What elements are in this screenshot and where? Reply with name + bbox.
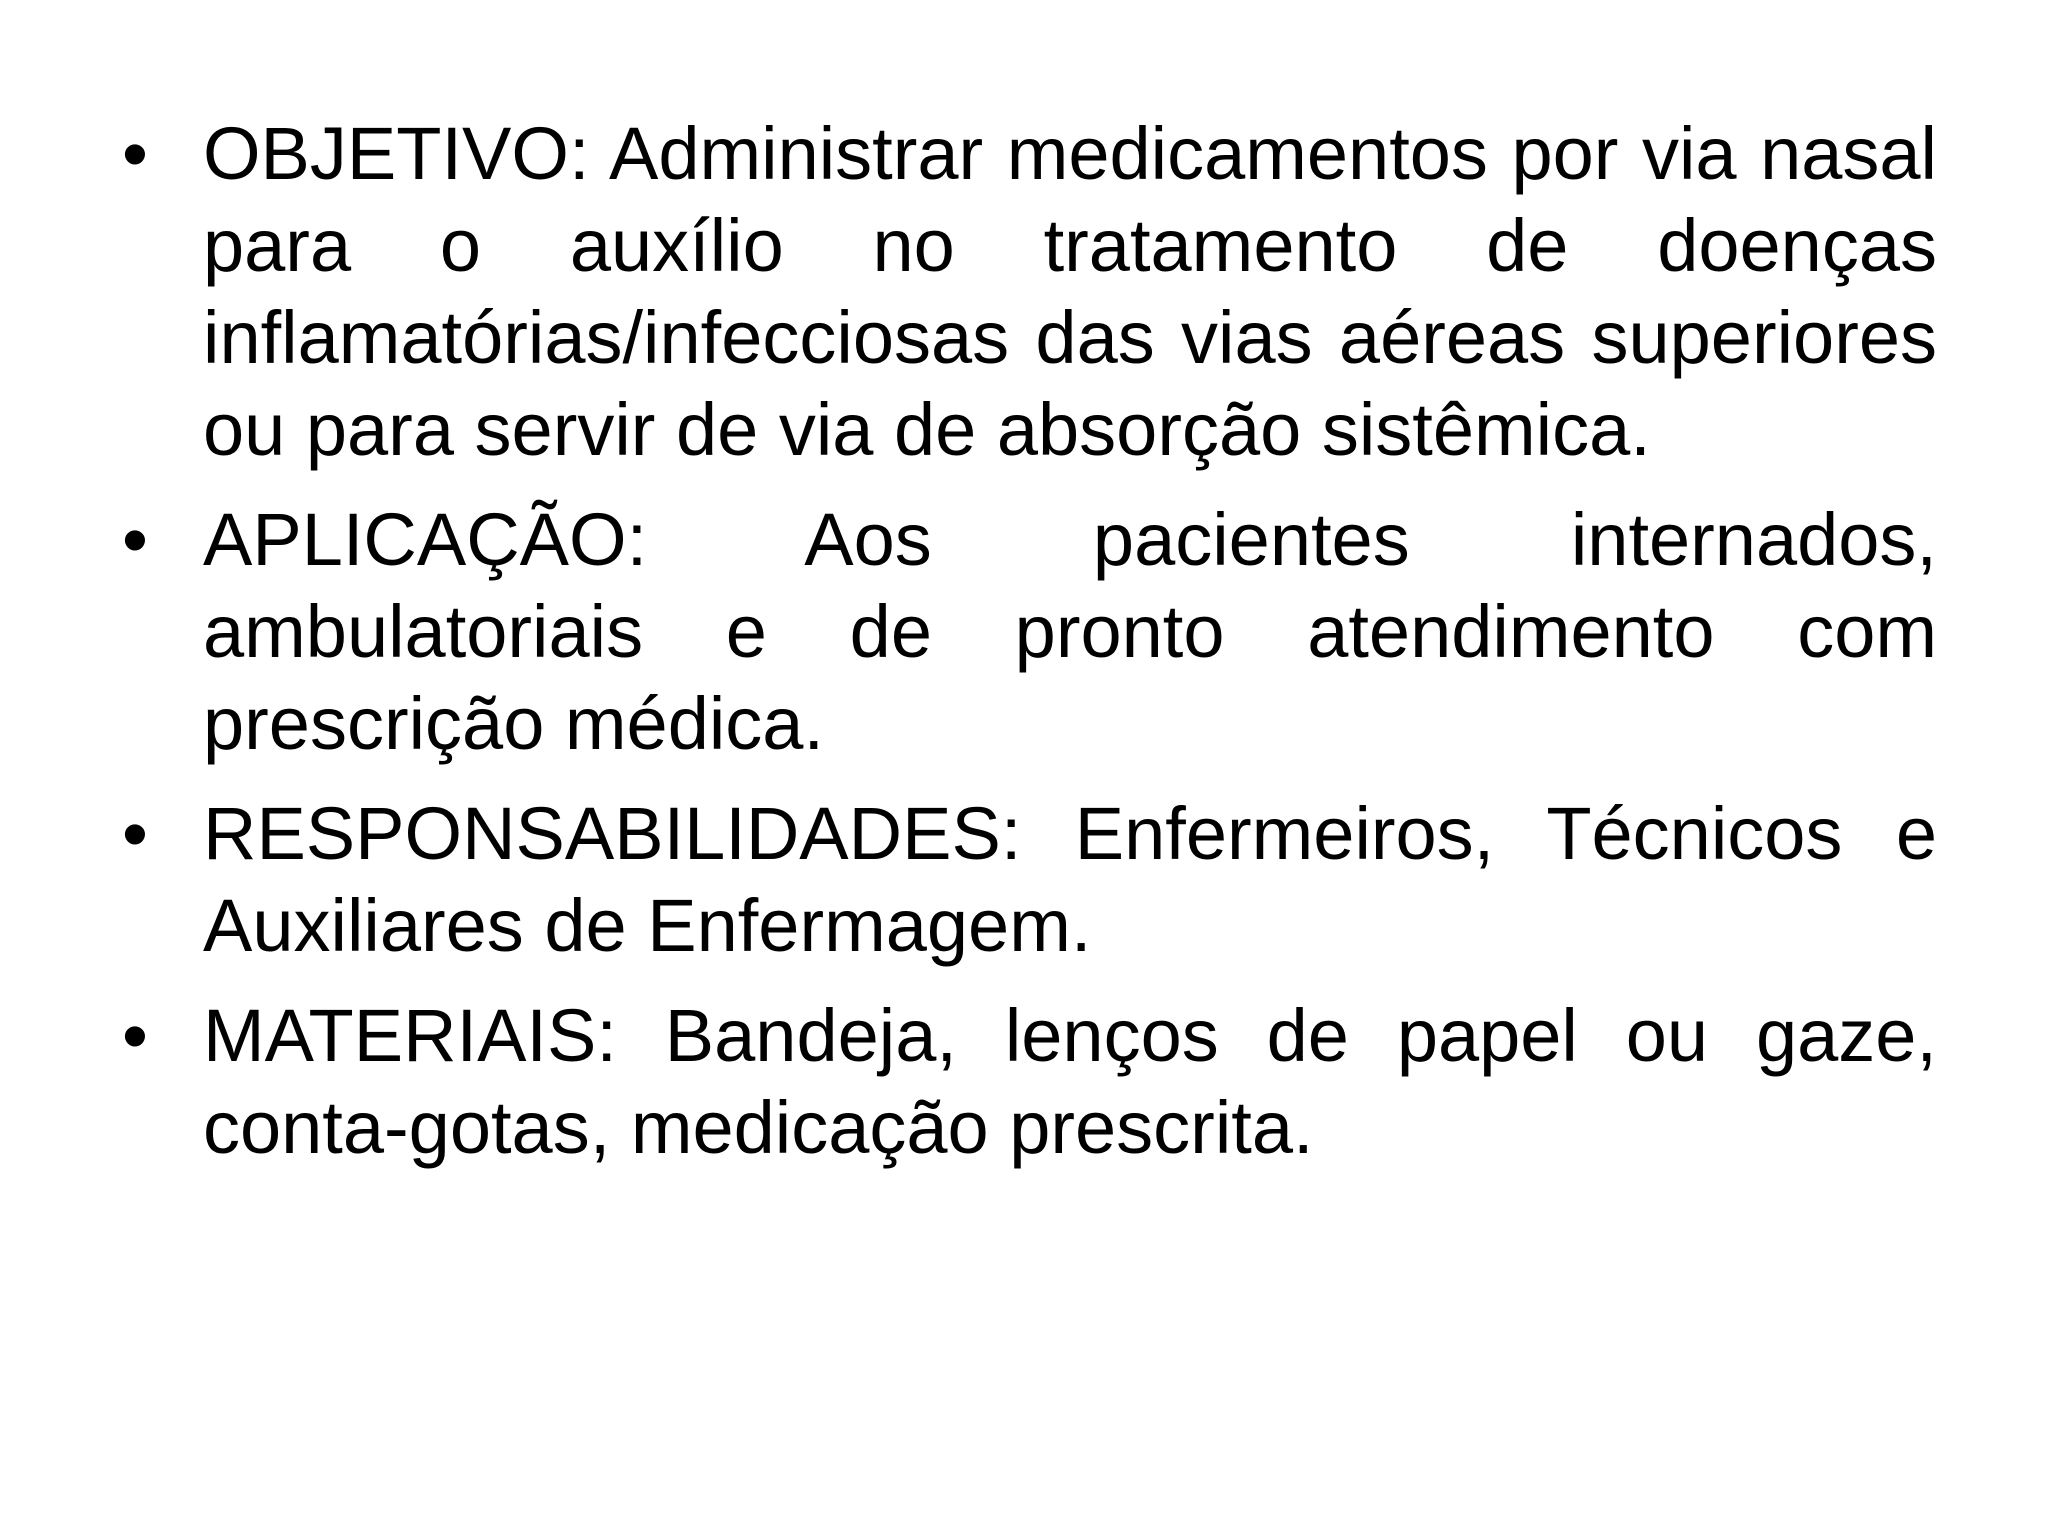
bullet-text-aplicacao: APLICAÇÃO: Aos pacientes internados, ambulatoriais e de pronto atendimento com prescrição médica.	[203, 498, 1937, 765]
bullet-item-objetivo	[122, 108, 1937, 476]
bullet-item-aplicacao	[122, 494, 1937, 770]
bullet-icon: •	[122, 112, 148, 195]
bullet-item-materiais	[122, 990, 1937, 1174]
bullet-icon: •	[122, 792, 148, 875]
bullet-text-responsabilidades: RESPONSABILIDADES: Enfermeiros, Técnicos e Auxiliares de Enfermagem.	[203, 792, 1937, 967]
bullet-item-responsabilidades	[122, 788, 1937, 972]
bullet-icon: •	[122, 994, 148, 1077]
bullet-text-objetivo: OBJETIVO: Administrar medicamentos por via nasal para o auxílio no tratamento de doenças inflamatórias/infecciosas das vias aéreas superiores ou para servir de via de absorção sistêmica.	[203, 112, 1937, 471]
bullet-icon: •	[122, 498, 148, 581]
bullet-list	[122, 108, 1937, 1192]
bullet-text-materiais: MATERIAIS: Bandeja, lenços de papel ou gaze, conta-gotas, medicação prescrita.	[203, 994, 1937, 1169]
